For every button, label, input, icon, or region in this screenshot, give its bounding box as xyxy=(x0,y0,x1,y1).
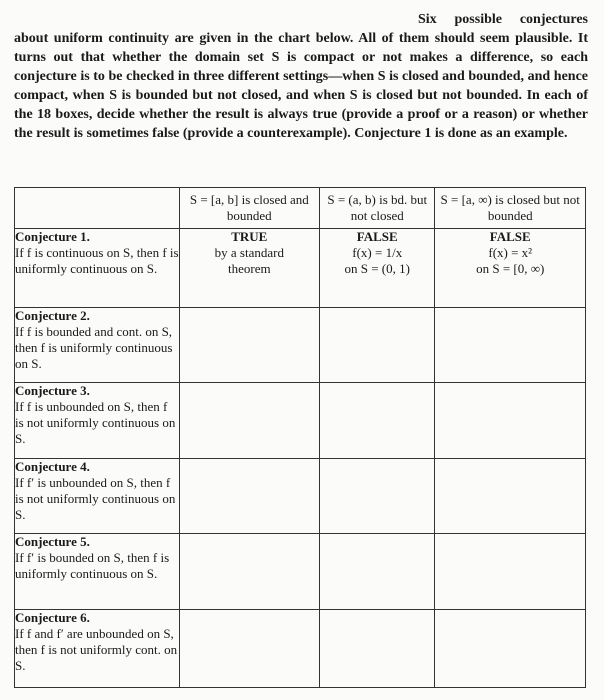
answer-cell-6-bounded-not-closed xyxy=(320,609,435,687)
conjecture-text: If f′ is unbounded on S, then f is not uniformly continuous on S. xyxy=(15,474,176,522)
header-row xyxy=(15,188,586,229)
answer-cell-1-closed-bounded xyxy=(179,228,319,307)
conjecture-row-6 xyxy=(15,609,586,687)
conjecture-row-2 xyxy=(15,308,586,383)
answer-cell-5-closed-bounded xyxy=(179,534,319,609)
answer-verdict: TRUE xyxy=(231,228,268,244)
conjecture-row-4 xyxy=(15,458,586,533)
conjecture-cell-2 xyxy=(15,308,180,383)
answer-line: on S = (0, 1) xyxy=(344,260,410,276)
answer-cell-5-bounded-not-closed xyxy=(320,534,435,609)
conjecture-cell-6 xyxy=(15,609,180,687)
answer-cell-4-closed-bounded xyxy=(179,458,319,533)
conjecture-text: If f and f′ are unbounded on S, then f is not uniformly cont. on S. xyxy=(15,625,178,673)
conjecture-cell-4 xyxy=(15,458,180,533)
answer-cell-2-closed-not-bounded xyxy=(435,308,586,383)
answer-cell-4-bounded-not-closed xyxy=(320,458,435,533)
conjecture-text: If f is unbounded on S, then f is not uniformly continuous on S. xyxy=(15,399,176,447)
answer-cell-3-bounded-not-closed xyxy=(320,383,435,458)
answer-cell-1-bounded-not-closed xyxy=(320,228,435,307)
answer-verdict: FALSE xyxy=(489,228,531,244)
conjecture-cell-1 xyxy=(15,228,180,307)
answer-cell-3-closed-bounded xyxy=(179,383,319,458)
conjecture-row-3 xyxy=(15,383,586,458)
answer-cell-2-closed-bounded xyxy=(179,308,319,383)
answer-cell-6-closed-not-bounded xyxy=(435,609,586,687)
conjecture-text: If f′ is bounded on S, then f is uniformly continuous on S. xyxy=(15,550,170,582)
conjecture-text: If f is continuous on S, then f is uniformly continuous on S. xyxy=(15,244,179,276)
conjecture-text: If f is bounded and cont. on S, then f is uniformly continuous on S. xyxy=(15,324,173,372)
answer-cell-1-closed-not-bounded xyxy=(435,228,586,307)
answer-cell-6-closed-bounded xyxy=(179,609,319,687)
conjecture-cell-5 xyxy=(15,534,180,609)
answer-line: by a standard xyxy=(214,244,284,260)
conjecture-row-5 xyxy=(15,534,586,609)
answer-line: on S = [0, ∞) xyxy=(476,260,545,276)
conjecture-row-1 xyxy=(15,228,586,307)
header-corner xyxy=(15,188,180,229)
answer-cell-2-bounded-not-closed xyxy=(320,308,435,383)
answer-cell-4-closed-not-bounded xyxy=(435,458,586,533)
answer-cell-5-closed-not-bounded xyxy=(435,534,586,609)
conjecture-title: Conjecture 6. xyxy=(15,609,90,625)
conjecture-title: Conjecture 4. xyxy=(15,458,90,474)
conjecture-title: Conjecture 5. xyxy=(15,534,90,550)
answer-cell-3-closed-not-bounded xyxy=(435,383,586,458)
answer-line: theorem xyxy=(228,260,271,276)
answer-verdict: FALSE xyxy=(356,228,398,244)
answer-line: f(x) = 1/x xyxy=(352,244,403,260)
conjecture-title: Conjecture 1. xyxy=(15,228,90,244)
conjecture-title: Conjecture 3. xyxy=(15,383,90,399)
header-closed-not-bounded: S = [a, ∞) is closed but not bounded xyxy=(435,188,586,229)
intro-paragraph xyxy=(14,10,588,143)
conjecture-chart xyxy=(14,187,586,688)
intro-text: Six possible conjectures about uniform continuity are given in the chart below. All of them should seem plausible. It turns out that whether the domain set S is compact or not makes a difference, so each conjecture is to be checked in three different settings—when S is closed and bounded, and hence compact, when S is bounded but not closed, and when S is closed but not bounded. In each of the 18 boxes, decide whether the result is always true (provide a proof or a reason) or whether the result is sometimes false (provide a counterexample). Conjecture 1 is done as an example. xyxy=(14,12,588,141)
header-closed-bounded: S = [a, b] is closed and bounded xyxy=(179,188,319,229)
header-bounded-not-closed: S = (a, b) is bd. but not closed xyxy=(320,188,435,229)
conjecture-cell-3 xyxy=(15,383,180,458)
answer-line: f(x) = x² xyxy=(488,244,533,260)
conjecture-title: Conjecture 2. xyxy=(15,308,90,324)
